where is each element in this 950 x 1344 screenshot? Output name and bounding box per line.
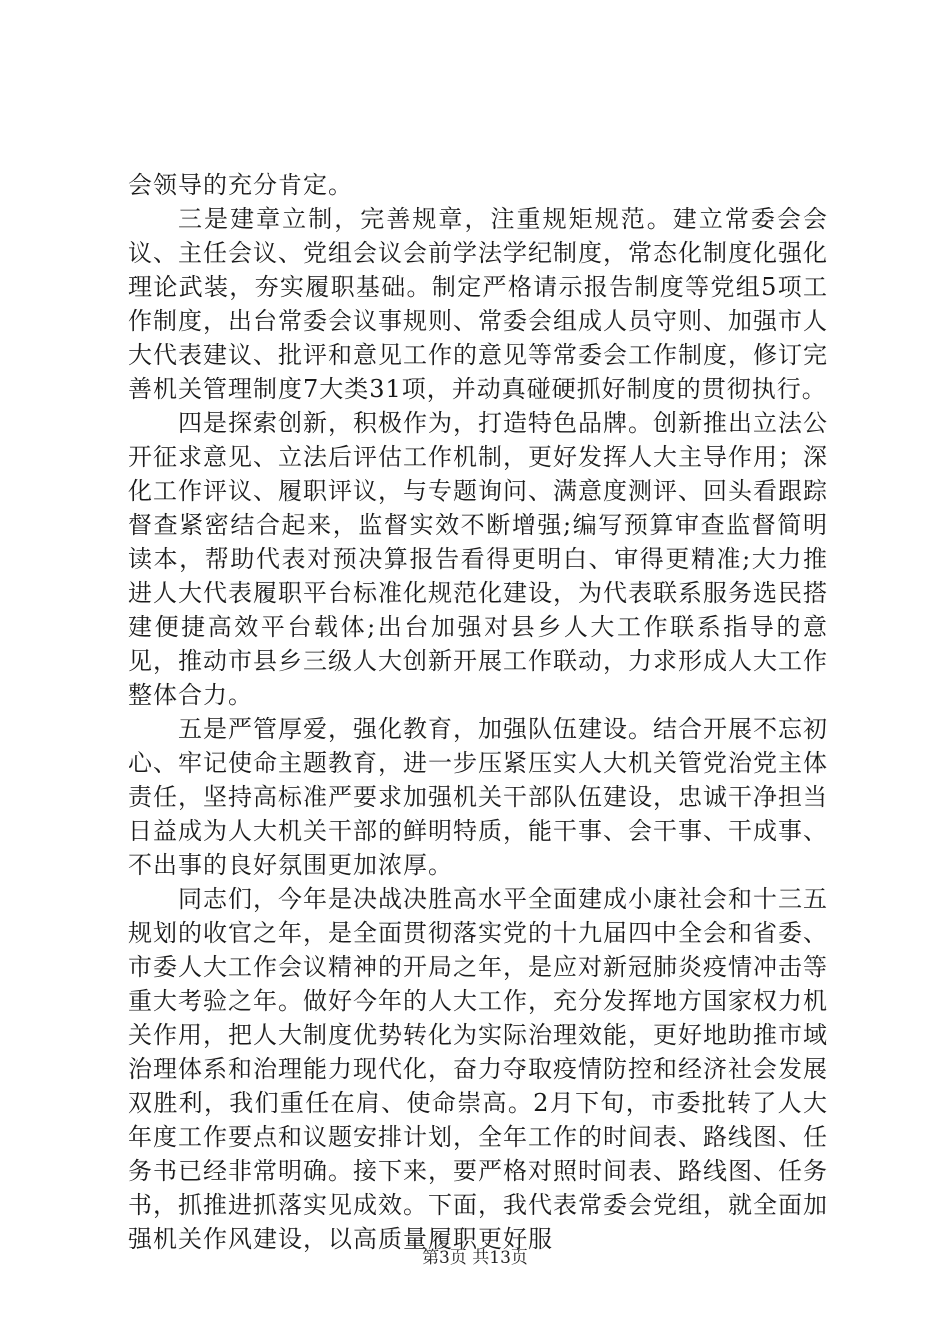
paragraph-team-building: 五是严管厚爱，强化教育，加强队伍建设。结合开展不忘初心、牢记使命主题教育，进一步压紧压实人大机关管党治党主体责任，坚持高标准严要求加强机关干部队伍建设，忠诚干净担当日益成为人大机关干部的鲜明特质，能干事、会干事、干成事、不出事的良好氛围更加浓厚。 <box>128 715 828 879</box>
paragraph-rules-system: 三是建章立制，完善规章，注重规矩规范。建立常委会会议、主任会议、党组会议会前学法学纪制度，常态化制度化强化理论武装，夯实履职基础。制定严格请示报告制度等党组5项工作制度，出台常委会议事规则、常委会组成人员守则、加强市人大代表建议、批评和意见工作的意见等常委会工作制度，修订完善机关管理制度7大类31项，并动真碰硬抓好制度的贯彻执行。 <box>128 205 828 403</box>
document-body <box>128 168 828 1256</box>
paragraph-comrades: 同志们，今年是决战决胜高水平全面建成小康社会和十三五规划的收官之年，是全面贯彻落实党的十九届四中全会和省委、市委人大工作会议精神的开局之年，是应对新冠肺炎疫情冲击等重大考验之年。做好今年的人大工作，充分发挥地方国家权力机关作用，把人大制度优势转化为实际治理效能，更好地助推市域治理体系和治理能力现代化，奋力夺取疫情防控和经济社会发展双胜利，我们重任在肩、使命崇高。2月下旬，市委批转了人大年度工作要点和议题安排计划，全年工作的时间表、路线图、任务书已经非常明确。接下来，要严格对照时间表、路线图、任务书，抓推进抓落实见成效。下面，我代表常委会党组，就全面加强机关作风建设，以高质量履职更好服 <box>128 885 828 1253</box>
paragraph-innovation: 四是探索创新，积极作为，打造特色品牌。创新推出立法公开征求意见、立法后评估工作机制，更好发挥人大主导作用；深化工作评议、履职评议，与专题询问、满意度测评、回头看跟踪督查紧密结合起来，监督实效不断增强;编写预算审查监督简明读本，帮助代表对预决算报告看得更明白、审得更精准;大力推进人大代表履职平台标准化规范化建设，为代表联系服务选民搭建便捷高效平台载体;出台加强对县乡人大工作联系指导的意见，推动市县乡三级人大创新开展工作联动，力求形成人大工作整体合力。 <box>128 409 828 709</box>
paragraph-continuation: 会领导的充分肯定。 <box>128 171 353 199</box>
page-number: 第3页 共13页 <box>422 1248 528 1268</box>
